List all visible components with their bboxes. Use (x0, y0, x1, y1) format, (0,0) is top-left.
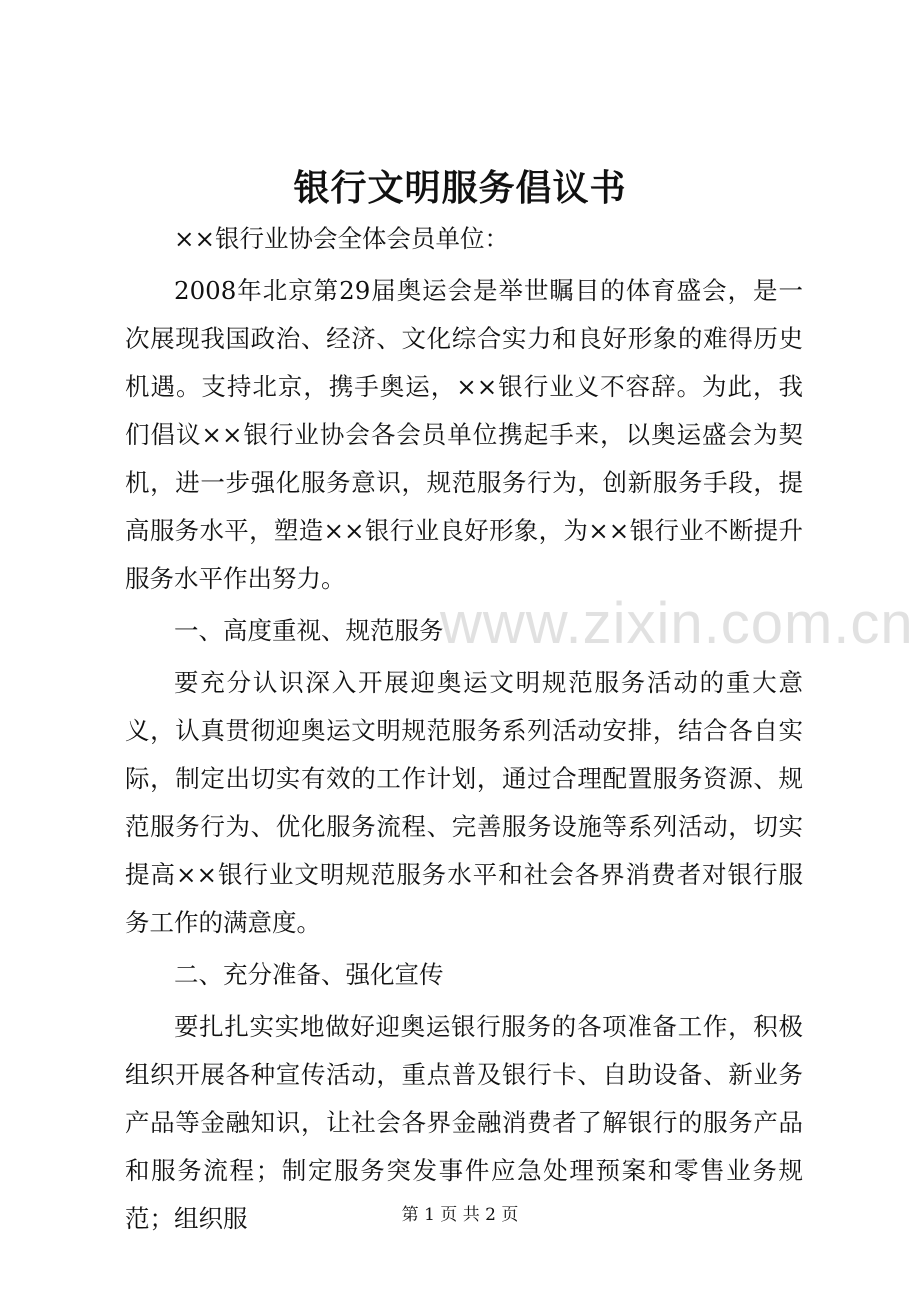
salutation: ××银行业协会全体会员单位： (174, 224, 510, 253)
paragraph-intro: 2008年北京第29届奥运会是举世瞩目的体育盛会，是一次展现我国政治、经济、文化综合实力和良好形象的难得历史机遇。支持北京，携手奥运，××银行业义不容辞。为此，我们倡议××银行业协会各会员单位携起手来，以奥运盛会为契机，进一步强化服务意识，规范服务行为，创新服务手段，提高服务水平，塑造××银行业良好形象，为××银行业不断提升服务水平作出努力。 (125, 276, 803, 593)
paragraph-section-1: 要充分认识深入开展迎奥运文明规范服务活动的重大意义，认真贯彻迎奥运文明规范服务系列活动安排，结合各自实际，制定出切实有效的工作计划，通过合理配置服务资源、规范服务行为、优化服务流程、完善服务设施等系列活动，切实提高××银行业文明规范服务水平和社会各界消费者对银行服务工作的满意度。 (125, 668, 803, 937)
page-number-footer: 第 1 页 共 2 页 (401, 1205, 519, 1225)
watermark: www.zixin.com.cn (440, 591, 914, 656)
section-heading-1: 一、高度重视、规范服务 (174, 616, 444, 645)
section-heading-2: 二、充分准备、强化宣传 (174, 960, 444, 989)
paragraph-section-2: 要扎扎实实地做好迎奥运银行服务的各项准备工作，积极组织开展各种宣传活动，重点普及银行卡、自助设备、新业务产品等金融知识，让社会各界金融消费者了解银行的服务产品和服务流程；制定服务突发事件应急处理预案和零售业务规范；组织服 (125, 1012, 803, 1233)
document-body (125, 215, 803, 1243)
document-title: 银行文明服务倡议书 (293, 167, 627, 209)
